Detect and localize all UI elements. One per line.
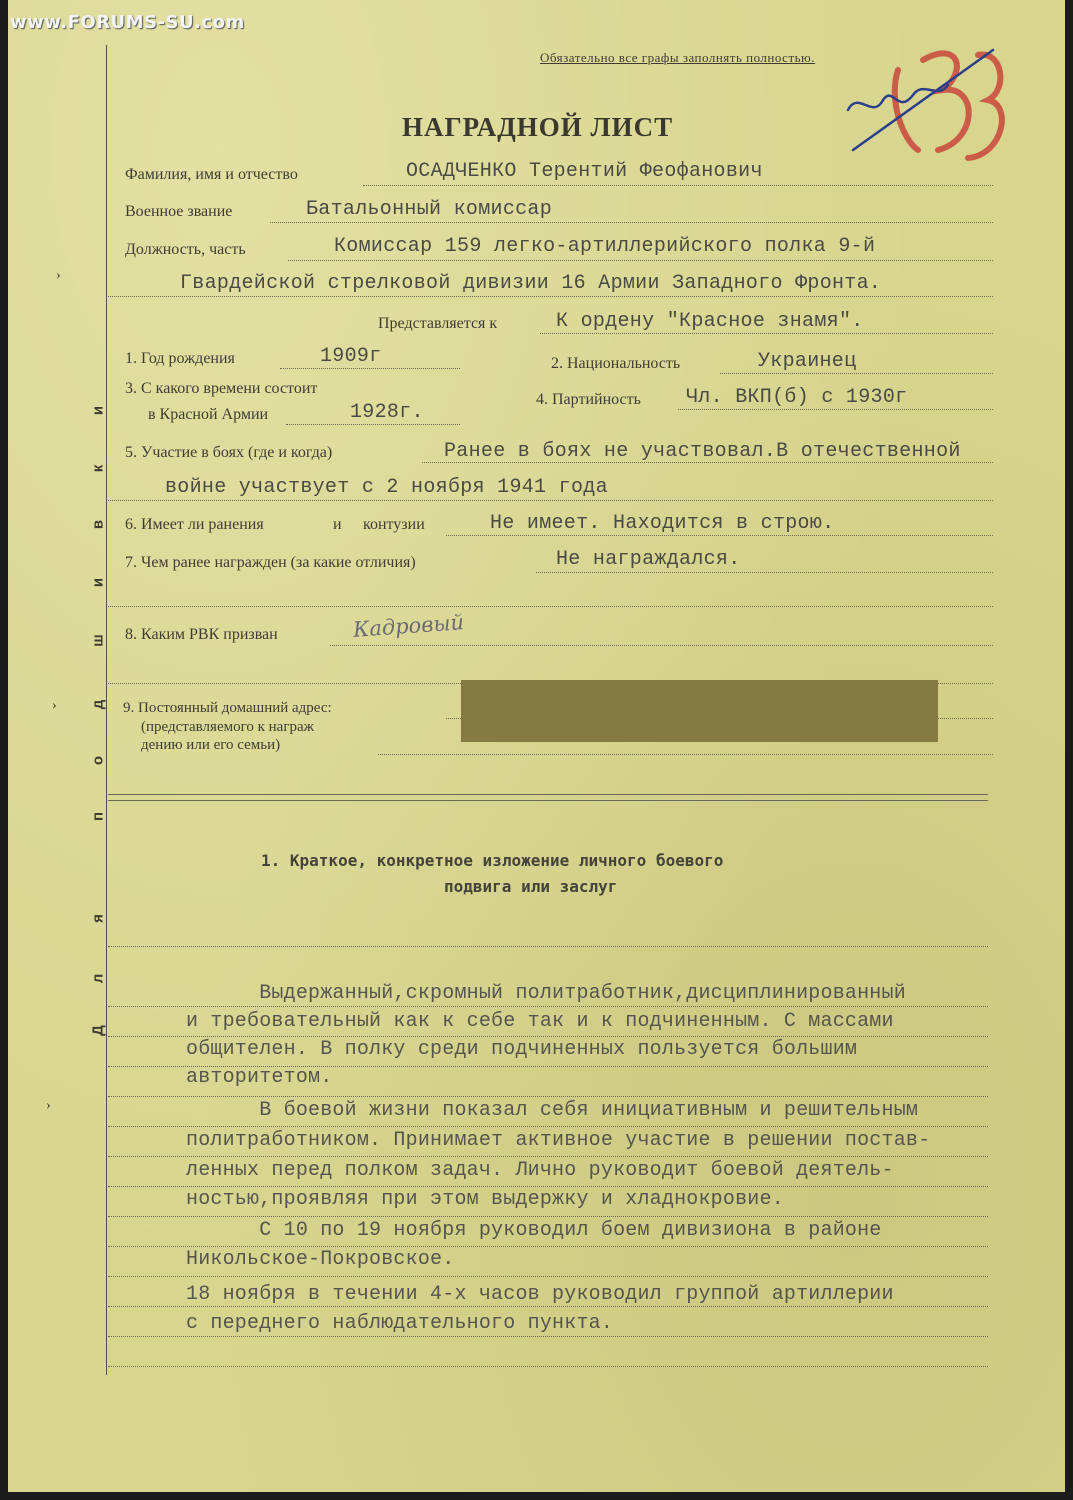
narrative-rule	[108, 1306, 988, 1307]
address-label-3: дению или его семьи)	[141, 737, 281, 753]
battles-label: 5. Участие в боях (где и когда)	[125, 444, 333, 461]
binding-mark-mid: ›	[52, 698, 57, 713]
army-since-label-1: 3. С какого времени состоит	[125, 380, 318, 397]
fio-value: ОСАДЧЕНКО Терентий Феофанович	[406, 160, 763, 183]
side-letter: о	[89, 755, 107, 766]
narrative-line: авторитетом.	[186, 1066, 333, 1089]
nationality-line	[720, 373, 993, 374]
birth-year-value: 1909г	[320, 345, 382, 368]
wounds-label-c: контузии	[363, 516, 425, 533]
narrative-line: политработником. Принимает активное участие в решении постав-	[186, 1129, 931, 1152]
narrative-line: В боевой жизни показал себя инициативным и решительным	[186, 1099, 919, 1122]
narrative-rule	[108, 1246, 988, 1247]
nominated-value: К ордену "Красное знамя".	[556, 310, 864, 333]
side-letter: в	[89, 519, 107, 530]
position-value-2: Гвардейской стрелковой дивизии 16 Армии Западного Фронта.	[180, 272, 882, 295]
side-letter: и	[89, 577, 107, 588]
birth-year-label: 1. Год рождения	[125, 350, 235, 367]
nationality-label: 2. Национальность	[551, 355, 681, 372]
position-value-1: Комиссар 159 легко-артиллерийского полка 9-й	[334, 235, 876, 258]
rank-label: Военное звание	[125, 203, 233, 220]
address-label-2: (представляемого к награж	[141, 719, 315, 735]
side-letter: Д	[89, 1025, 107, 1036]
section-heading-1: 1. Краткое, конкретное изложение личного боевого	[261, 851, 724, 870]
nationality-value: Украинец	[758, 350, 857, 373]
side-letter: ш	[89, 634, 107, 647]
fio-label: Фамилия, имя и отчество	[125, 166, 298, 183]
awards-label: 7. Чем ранее награжден (за какие отличия)	[125, 554, 416, 571]
wounds-line	[446, 535, 993, 536]
narrative-rule	[108, 1216, 988, 1217]
rank-line	[270, 222, 993, 223]
position-line-1	[288, 260, 993, 261]
rvk-label: 8. Каким РВК призван	[125, 626, 278, 643]
nominated-line	[540, 333, 993, 334]
wounds-value: Не имеет. Находится в строю.	[490, 512, 835, 535]
address-label-1: 9. Постоянный домашний адрес:	[123, 700, 332, 716]
side-letter: п	[89, 811, 107, 822]
watermark: www.FORUMS-SU.com	[10, 12, 245, 33]
fio-line	[363, 185, 993, 186]
redacted-address	[461, 680, 938, 742]
awards-value: Не награждался.	[556, 548, 741, 571]
wounds-label-b: и	[333, 516, 342, 533]
narrative-rule	[108, 946, 988, 947]
rvk-value: Кадровый	[352, 610, 465, 642]
narrative-line: Никольское-Покровское.	[186, 1248, 455, 1271]
separator-top	[108, 794, 988, 795]
binding-mark-low: ›	[46, 1098, 51, 1113]
party-line	[678, 409, 993, 410]
narrative-line: С 10 по 19 ноября руководил боем дивизиона в районе	[186, 1219, 882, 1242]
wounds-label-a: 6. Имеет ли ранения	[125, 516, 264, 533]
battles-value-2: войне участвует с 2 ноября 1941 года	[165, 476, 608, 499]
address-line-2	[378, 754, 993, 755]
birth-year-line	[280, 368, 460, 369]
narrative-rule	[108, 1366, 988, 1367]
position-label: Должность, часть	[125, 241, 246, 258]
narrative-line: с переднего наблюдательного пункта.	[186, 1312, 614, 1335]
narrative-rule	[108, 1006, 988, 1007]
binding-mark-top: ›	[56, 268, 61, 283]
narrative-rule	[108, 1096, 988, 1097]
section-heading-2: подвига или заслуг	[444, 877, 618, 896]
battles-value-1: Ранее в боях не участвовал.В отечественной	[444, 440, 961, 463]
position-line-2	[108, 296, 993, 297]
narrative-line: ностью,проявляя при этом выдержку и хладнокровие.	[186, 1188, 784, 1211]
narrative-rule	[108, 1126, 988, 1127]
separator-bottom	[108, 800, 988, 801]
awards-line-2	[108, 606, 993, 607]
award-sheet-page	[8, 0, 1065, 1492]
narrative-rule	[108, 1156, 988, 1157]
army-since-label-2: в Красной Армии	[148, 406, 269, 423]
battles-line-2	[108, 500, 993, 501]
nominated-label: Представляется к	[378, 315, 498, 332]
side-letter: к	[89, 464, 107, 473]
side-letter: л	[89, 973, 107, 984]
army-since-value: 1928г.	[350, 401, 424, 424]
narrative-line: Выдержанный,скромный политработник,дисциплинированный	[186, 982, 906, 1005]
party-label: 4. Партийность	[536, 391, 641, 408]
narrative-line: ленных перед полком задач. Лично руководит боевой деятель-	[186, 1159, 894, 1182]
side-letter: и	[89, 405, 107, 416]
rvk-line	[330, 645, 993, 646]
rank-value: Батальонный комиссар	[306, 198, 553, 221]
narrative-line: и требовательный как к себе так и к подчиненным. С массами	[186, 1010, 894, 1033]
side-letter: я	[89, 914, 107, 923]
narrative-rule	[108, 1276, 988, 1277]
narrative-line: 18 ноября в течении 4-х часов руководил группой артиллерии	[186, 1283, 894, 1306]
narrative-line: общителен. В полку среди подчиненных пользуется большим	[186, 1038, 858, 1061]
instruction-note: Обязательно все графы заполнять полностью.	[540, 50, 816, 65]
corner-pencil-marks	[828, 30, 1018, 180]
side-letter: д	[89, 699, 107, 710]
awards-line	[536, 572, 993, 573]
party-value: Чл. ВКП(б) с 1930г	[686, 386, 908, 409]
narrative-rule	[108, 1036, 988, 1037]
army-since-line	[286, 424, 460, 425]
document-title: НАГРАДНОЙ ЛИСТ	[402, 112, 674, 142]
narrative-rule	[108, 1336, 988, 1337]
narrative-rule	[108, 1186, 988, 1187]
